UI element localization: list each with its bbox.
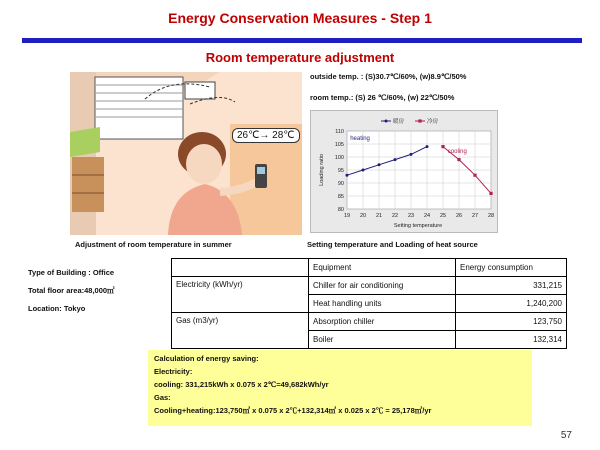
table-header-equipment: Equipment <box>309 259 456 277</box>
x-axis-label: Setting temperature <box>393 223 443 229</box>
y-tick-label: 110 <box>335 129 344 135</box>
consumption-cell: 331,215 <box>456 277 567 295</box>
x-tick-label: 24 <box>423 213 431 219</box>
x-tick-label: 23 <box>407 213 415 219</box>
x-tick-label: 27 <box>471 213 479 219</box>
consumption-cell: 132,314 <box>456 331 567 349</box>
data-point-cooling <box>473 174 476 177</box>
office-scene-drawing <box>70 72 302 235</box>
group-electricity-label: Electricity (kWh/yr) <box>172 277 309 313</box>
calc-heading: Calculation of energy saving: <box>154 354 259 363</box>
data-point-heating <box>394 158 397 161</box>
x-tick-label: 28 <box>487 213 495 219</box>
calc-cooling-line: cooling: 331,215kWh x 0.075 x 2℃=49,682kWh/yr <box>154 380 329 389</box>
legend-marker-heating <box>385 120 388 123</box>
data-point-cooling <box>441 145 444 148</box>
y-axis-label: Loading ratio <box>319 154 325 186</box>
legend-label-cooling: 冷房 <box>427 119 439 125</box>
page-number: 57 <box>560 430 572 441</box>
chart-caption: Setting temperature and Loading of heat source <box>307 240 478 249</box>
x-tick-label: 26 <box>455 213 463 219</box>
data-point-heating <box>362 169 365 172</box>
table-row <box>172 277 567 295</box>
y-tick-label: 95 <box>337 168 344 174</box>
loading-ratio-chart <box>310 110 498 233</box>
data-point-cooling <box>489 192 492 195</box>
page-title: Energy Conservation Measures - Step 1 <box>168 10 432 26</box>
temperature-bubble: 26℃→ 28℃ <box>232 128 300 143</box>
data-point-heating <box>378 163 381 166</box>
consumption-cell: 123,750 <box>456 313 567 331</box>
data-point-heating <box>346 174 349 177</box>
y-tick-label: 85 <box>337 194 344 200</box>
consumption-cell: 1,240,200 <box>456 295 567 313</box>
outside-temperature: outside temp. : (S)30.7℃/60%, (w)8.9℃/50% <box>310 72 467 81</box>
title-divider <box>22 38 582 43</box>
equipment-cell: Boiler <box>309 331 456 349</box>
x-tick-label: 19 <box>343 213 351 219</box>
chart-canvas <box>311 111 499 234</box>
table-corner-cell <box>172 259 309 277</box>
x-tick-label: 22 <box>391 213 399 219</box>
data-point-heating <box>410 153 413 156</box>
equipment-cell: Chiller for air conditioning <box>309 277 456 295</box>
group-gas-label: Gas (m3/yr) <box>172 313 309 349</box>
table-header-row <box>172 259 567 277</box>
annotation-heating: heating <box>350 136 370 143</box>
building-location: Location: Tokyo <box>28 304 86 313</box>
energy-consumption-table <box>171 258 567 349</box>
x-tick-label: 25 <box>439 213 447 219</box>
data-point-cooling <box>457 158 460 161</box>
legend-label-heating: 暖房 <box>393 119 405 125</box>
equipment-cell: Heat handling units <box>309 295 456 313</box>
table-header-consumption: Energy consumption <box>456 259 567 277</box>
calc-gas-line: Cooling+heating:123,750㎥ x 0.075 x 2℃+132,314㎥ x 0.025 x 2℃ = 25,178㎥/yr <box>154 406 432 415</box>
annotation-cooling: cooling <box>447 149 467 156</box>
y-tick-label: 100 <box>334 155 344 161</box>
section-subtitle: Room temperature adjustment <box>205 50 395 65</box>
office-illustration <box>70 72 302 235</box>
table-row <box>172 313 567 331</box>
legend-marker-cooling <box>418 119 421 122</box>
calc-electricity-label: Electricity: <box>154 367 193 376</box>
y-tick-label: 90 <box>337 181 344 187</box>
calc-gas-label: Gas: <box>154 393 171 402</box>
data-point-heating <box>426 145 429 148</box>
room-temperature: room temp.: (S) 26 ℃/60%, (w) 22℃/50% <box>310 93 455 102</box>
y-tick-label: 80 <box>337 207 344 213</box>
equipment-cell: Absorption chiller <box>309 313 456 331</box>
y-tick-label: 105 <box>334 142 344 148</box>
x-tick-label: 21 <box>375 213 383 219</box>
calculation-box <box>148 350 532 426</box>
building-type: Type of Building : Office <box>28 268 115 277</box>
building-floor-area: Total floor area:48,000㎡ <box>28 286 115 295</box>
x-tick-label: 20 <box>359 213 367 219</box>
illustration-caption: Adjustment of room temperature in summer <box>75 240 232 249</box>
